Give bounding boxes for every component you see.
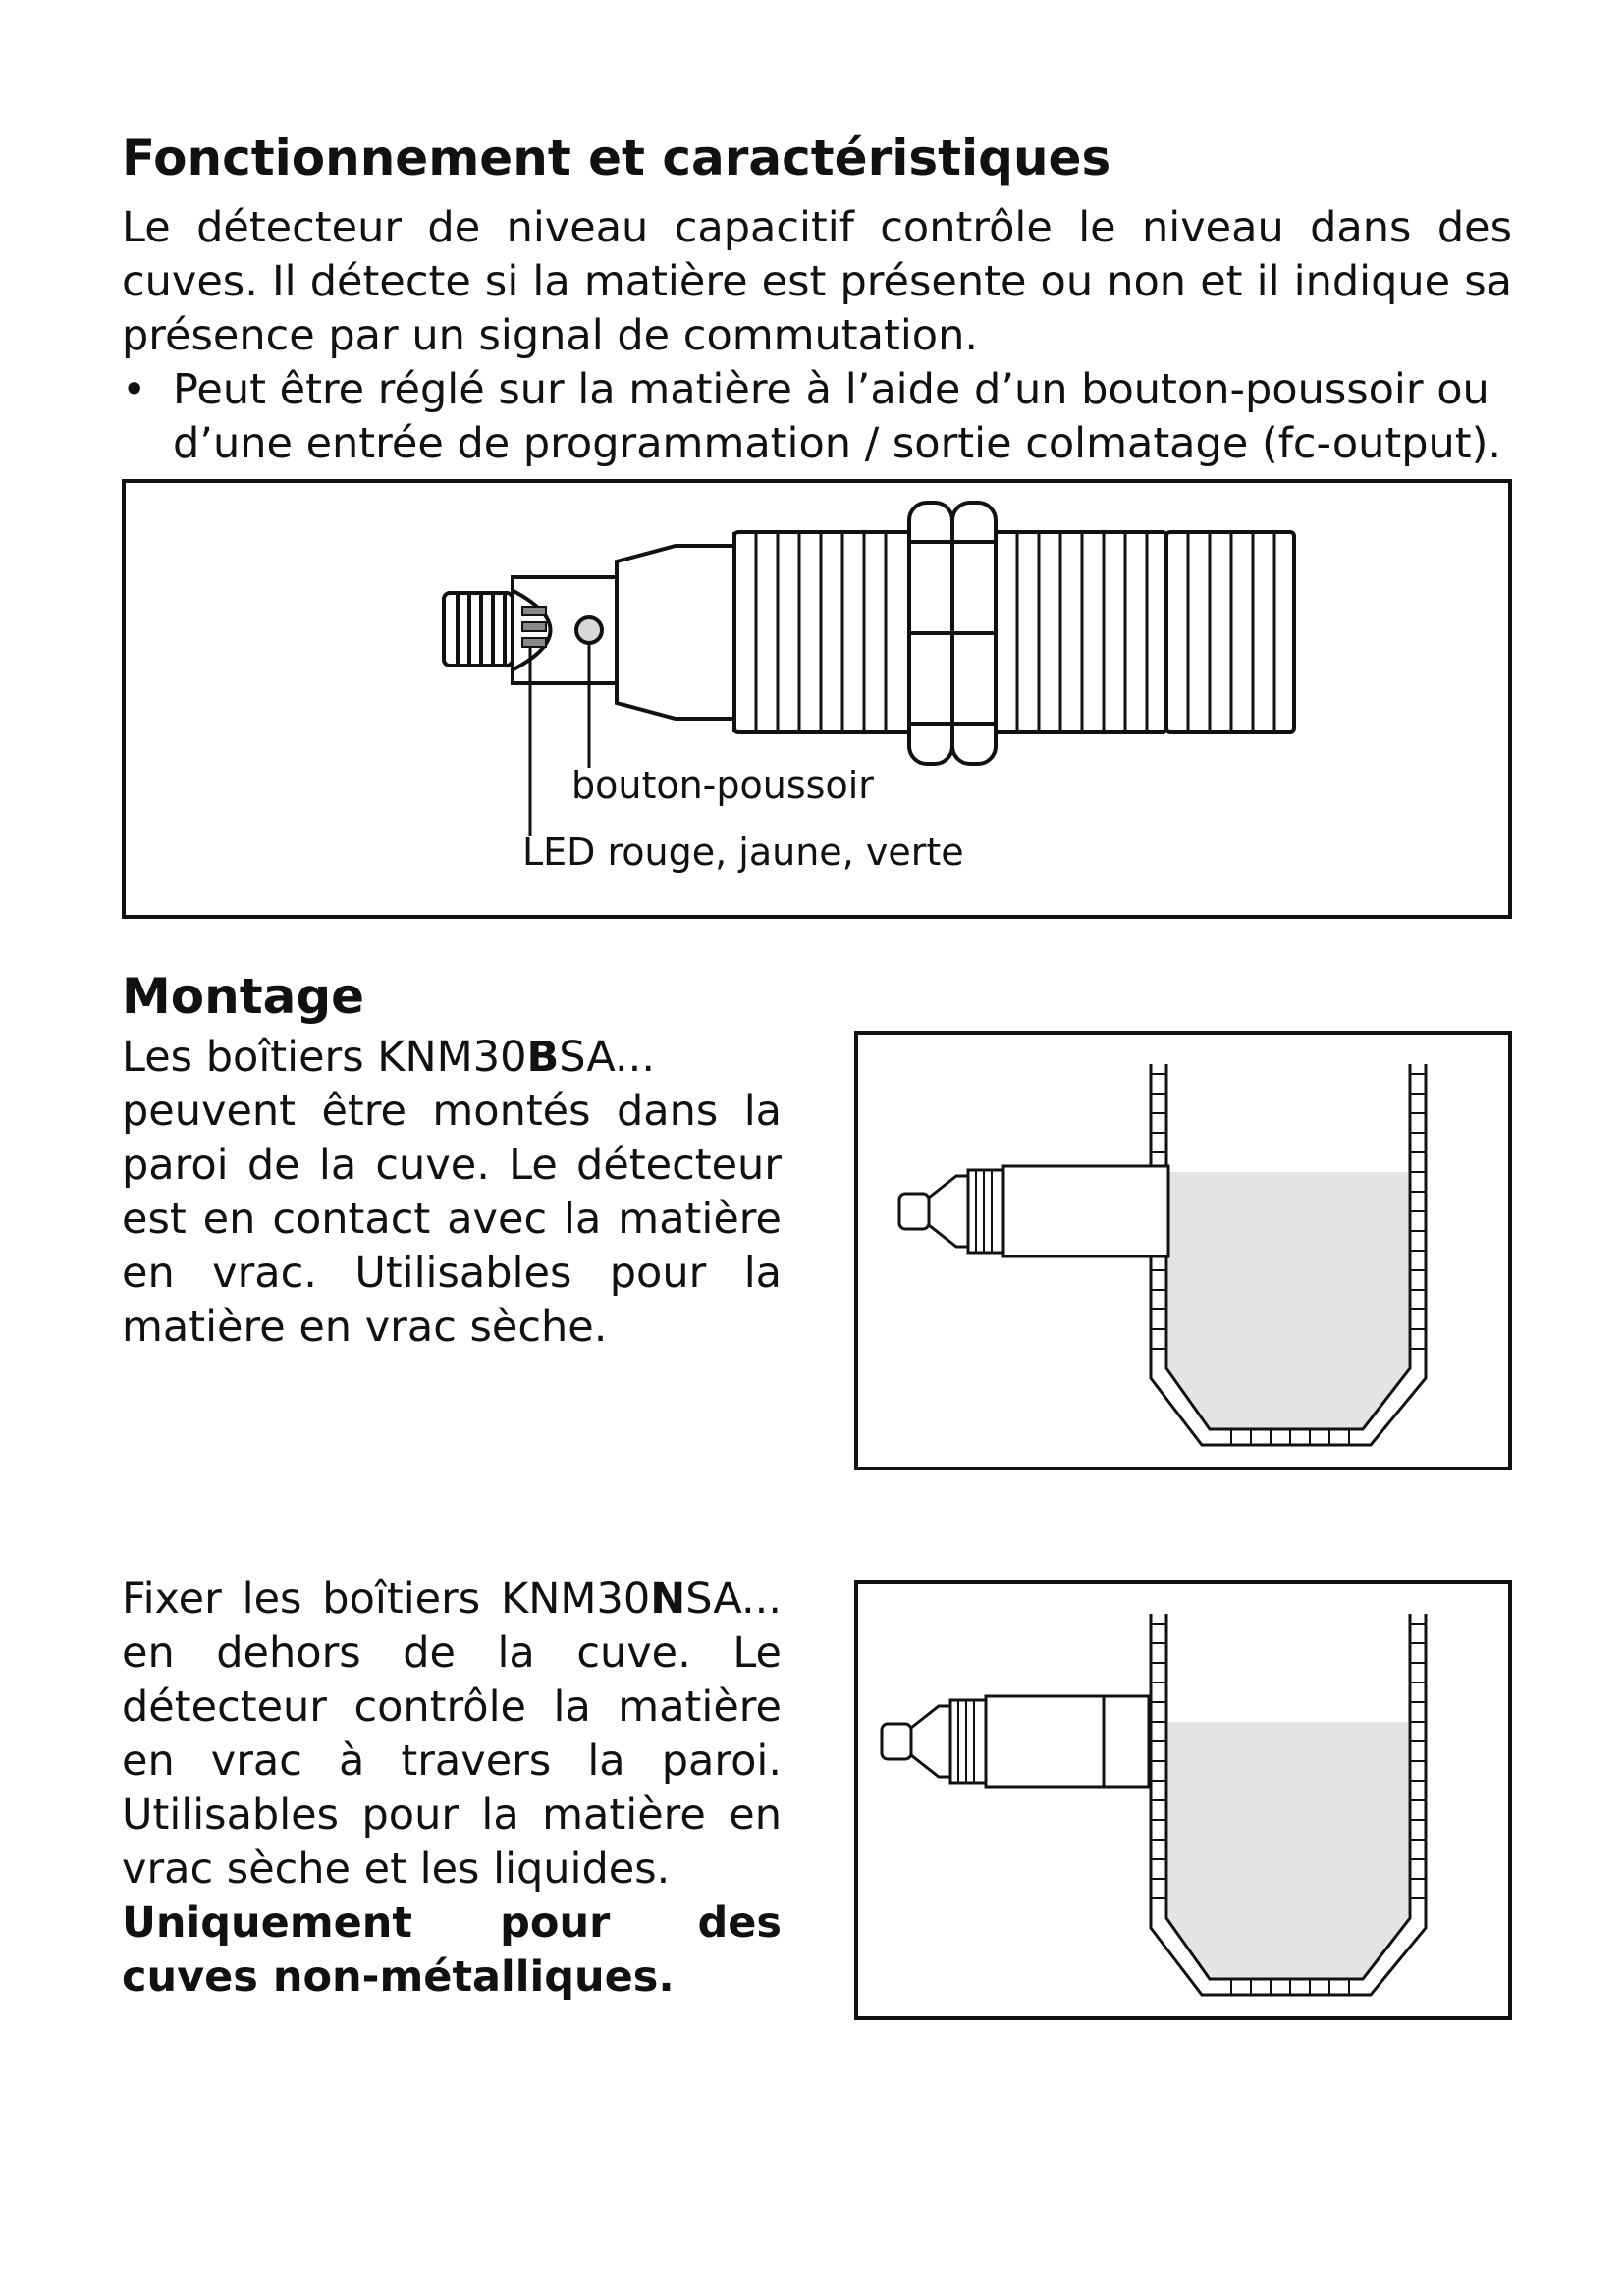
mount-b-model-suffix: SA... bbox=[559, 1033, 656, 1082]
mount-b-model-prefix: Les boîtiers KNM30 bbox=[122, 1033, 527, 1082]
intro-paragraph: Le détecteur de niveau capacitif contrôle le niveau dans des cuves. Il détecte si la matière est présente ou non et il indique sa présence par un signal de commutation. bbox=[122, 203, 1512, 360]
sensor-figure bbox=[122, 479, 1512, 919]
mount-n-model-letter: N bbox=[650, 1575, 686, 1624]
mount-b-first-line bbox=[122, 1031, 782, 1085]
label-push-button: bouton-poussoir bbox=[571, 764, 874, 807]
mount-n-figure bbox=[854, 1580, 1512, 2020]
mount-b-figure bbox=[854, 1031, 1512, 1470]
mount-n-text bbox=[122, 1573, 782, 2004]
mount-n-drawing bbox=[858, 1584, 1508, 2016]
mount-b-paragraph: peuvent être montés dans la paroi de la cuve. Le détecteur est en contact avec la matière en vrac. Utilisables pour la matière en vrac sèche. bbox=[122, 1087, 782, 1352]
label-led: LED rouge, jaune, verte bbox=[522, 830, 964, 874]
mount-n-paragraph bbox=[122, 1573, 782, 1896]
bullet-item bbox=[122, 363, 1516, 471]
mount-n-warning: Uniquement pour des cuves non-métalliques. bbox=[122, 1898, 782, 2002]
bullet-marker: • bbox=[122, 365, 147, 414]
mount-b-drawing bbox=[858, 1035, 1508, 1467]
mount-b-text bbox=[122, 1031, 782, 1355]
bullet-text: Peut être réglé sur la matière à l’aide d’un bouton-poussoir ou d’une entrée de programmation / sortie colmatage (fc-output). bbox=[173, 365, 1502, 468]
mount-n-suffix: SA... en dehors de la cuve. Le détecteur contrôle la matière en vrac à travers la paroi. Utilisables pour la matière en vrac sèche et les liquides. bbox=[122, 1575, 782, 1894]
mount-n-prefix: Fixer les boîtiers KNM30 bbox=[122, 1575, 651, 1624]
section-title-fonctionnement: Fonctionnement et caractéristiques bbox=[122, 130, 1111, 187]
mount-b-model-letter: B bbox=[526, 1033, 560, 1082]
section-title-montage: Montage bbox=[122, 968, 365, 1025]
